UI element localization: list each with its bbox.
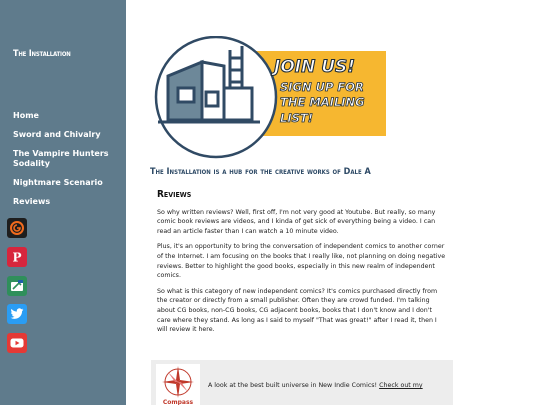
twitter-icon[interactable] xyxy=(7,304,27,324)
wallet-icon[interactable] xyxy=(7,276,27,296)
nav-item-vampire-hunters[interactable]: The Vampire Hunters Sodality xyxy=(13,149,109,168)
svg-text:P: P xyxy=(12,250,22,264)
banner-join-text: JOIN US! xyxy=(274,57,356,77)
article-paragraph-1: So why written reviews? Well, first off, I'm not very good at Youtube. But really, so many comic book reviews are videos, and I kinda of get sick of everything being a video. I can read an article faster than I can watch a 10 minute video. xyxy=(157,208,436,235)
mailing-list-banner[interactable] xyxy=(154,36,386,159)
compass-logo[interactable] xyxy=(156,364,200,405)
promo-link[interactable]: Check out my xyxy=(379,382,423,389)
pinterest-icon[interactable] xyxy=(7,247,27,267)
compass-logo-text: Compass xyxy=(162,399,194,405)
promo-description: A look at the best built universe in New Indie Comics! xyxy=(208,382,380,389)
nav-item-nightmare-scenario[interactable]: Nightmare Scenario xyxy=(13,178,103,187)
article-heading: Reviews xyxy=(157,189,192,200)
youtube-icon[interactable] xyxy=(7,333,27,353)
nav-item-sword-and-chivalry[interactable]: Sword and Chivalry xyxy=(13,130,101,139)
banner-signup-line3: LIST! xyxy=(280,111,313,125)
site-tagline: The Installation is a hub for the creative works of Dale A xyxy=(150,167,371,177)
article-paragraph-2: Plus, it's an opportunity to bring the conversation of independent comics to another corner of the Internet. I am focusing on the books that I really like, not planning on doing negative reviews. Better to highlight the good books, especially in this new realm of independent comics. xyxy=(157,243,446,280)
sidebar xyxy=(0,0,126,405)
banner-signup-line2: THE MAILING xyxy=(280,95,365,109)
article-paragraph-3: So what is this category of new independent comics? It's comics purchased directly from the creator or directly from a small publisher. Often they are crowd funded. I'm talking about CG books, non-CG books, CG adjacent books, books that I don't know and I don't care where they stand. As long as I said to myself "That was great!" after I read it, then I will review it here. xyxy=(157,287,438,334)
promo-text xyxy=(208,382,423,389)
site-title[interactable]: The Installation xyxy=(13,49,71,59)
main-nav xyxy=(13,111,118,207)
nav-item-reviews[interactable]: Reviews xyxy=(13,197,51,206)
promo-card xyxy=(151,360,453,405)
main-content xyxy=(126,0,540,405)
nav-item-home[interactable]: Home xyxy=(13,111,39,120)
reviews-article xyxy=(157,190,447,341)
comixology-icon[interactable] xyxy=(7,218,27,238)
banner-signup-line1: SIGN UP FOR xyxy=(280,80,364,94)
